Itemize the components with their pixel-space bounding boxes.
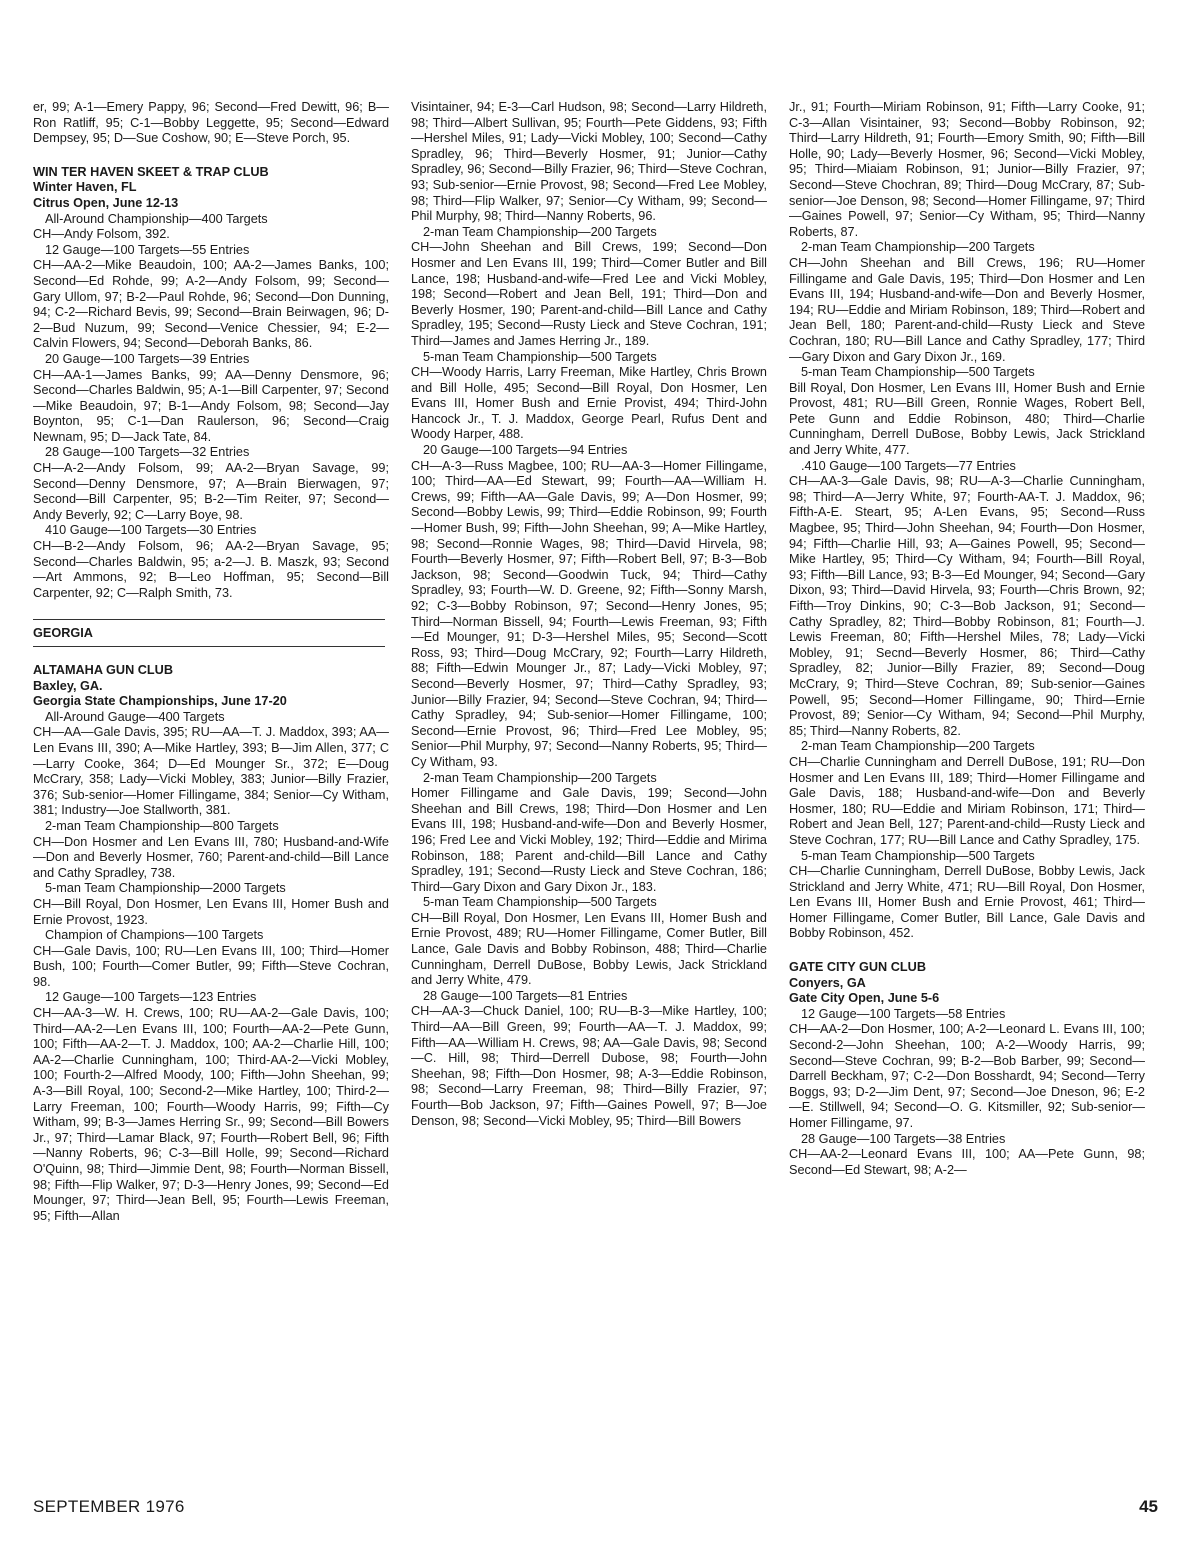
club-name: GATE CITY GUN CLUB bbox=[789, 960, 926, 975]
club-location: Conyers, GA bbox=[789, 975, 866, 990]
paragraph: er, 99; A-1—Emery Pappy, 96; Second—Fred Dewitt, 96; B—Ron Ratliff, 95; C-1—Bobby Leggette, 95; Second—Edward Dempsey, 95; D—Sue Coshow, 90; E—Steve Porch, 95. bbox=[33, 100, 389, 146]
results-paragraph: CH—A-2—Andy Folsom, 99; AA-2—Bryan Savage, 99; Second—Denny Densmore, 97; A—Brain Bierwagen, 97; Second—Bill Carpenter, 95; B-2—Tim Reiter, 97; Second—Andy Beverly, 92; C—Larry Boye, 98. bbox=[33, 461, 389, 522]
club-name: WIN TER HAVEN SKEET & TRAP CLUB bbox=[33, 164, 269, 179]
page-number: 45 bbox=[1139, 1497, 1158, 1516]
results-paragraph: CH—Andy Folsom, 392. bbox=[33, 227, 170, 242]
paragraph: Visintainer, 94; E-3—Carl Hudson, 98; Second—Larry Hildreth, 98; Third—Albert Sullivan, 95; Fourth—Pete Giddens, 93; Fifth—Hershel Miles, 91; Lady—Vicki Mobley, 100; Second—Cathy Spradley, 96; Third—Beverly Hosmer, 91; Junior—Cathy Spradley, 96; Second—Billy Frazier, 96; Third—Steve Cochran, 93; Sub-senior—Ernie Provost, 98; Second—Fred Lee Mobley, 98; Third—Flip Walker, 97; Senior—Cy Witham, 99; Second—Phil Murphy, 98; Third—Nanny Roberts, 96. bbox=[411, 100, 767, 224]
results-paragraph: Bill Royal, Don Hosmer, Len Evans III, Homer Bush and Ernie Provost, 481; RU—Bill Green, Ronnie Wages, Robert Bell, Pete Gunn and Eddie Robinson, 480; Third—Charlie Cunningham, Derrell DuBose, Bobby Lewis, Jack Strickland and Jerry White, 477. bbox=[789, 380, 1145, 458]
event-heading: Champion of Champions—100 Targets bbox=[45, 928, 264, 943]
event-heading: 20 Gauge—100 Targets—94 Entries bbox=[423, 443, 628, 458]
event-title: Citrus Open, June 12-13 bbox=[33, 195, 179, 210]
results-paragraph: CH—Bill Royal, Don Hosmer, Len Evans III, Homer Bush and Ernie Provost, 1923. bbox=[33, 896, 389, 927]
column-2 bbox=[411, 100, 767, 1129]
event-title: Georgia State Championships, June 17-20 bbox=[33, 694, 287, 709]
results-paragraph: CH—Woody Harris, Larry Freeman, Mike Hartley, Chris Brown and Bill Holle, 495; Second—Bill Royal, Don Hosmer, Len Evans III, Homer Bush and Ernie Provist, 494; Third-John Hancock Jr., T. J. Maddox, George Pearl, Rufus Dent and Woody Harper, 488. bbox=[411, 365, 767, 442]
results-paragraph: CH—John Sheehan and Bill Crews, 196; RU—Homer Fillingame and Gale Davis, 195; Third—Don Hosmer and Len Evans III, 194; Husband-and-wife—Don and Beverly Hosmer, 194; RU—Eddie and Miriam Robinson, 189; Third—Robert and Jean Bell, 180; Parent-and-child—Rusty Lieck and Steve Cochran, 180; RU—Bill Lance and Cathy Spradley, 177; Third—Gary Dixon and Gary Dixon Jr., 169. bbox=[789, 255, 1145, 364]
results-paragraph: CH—Charlie Cunningham and Derrell DuBose, 191; RU—Don Hosmer and Len Evans III, 189; Third—Homer Fillingame and Gale Davis, 188; Husband-and-wife—Don and Beverly Hosmer, 180; RU—Eddie and Miriam Robinson, 171; Third—Robert and Jean Bell, 127; Parent-and-child—Rusty Lieck and Steve Cochran, 177; RU—Bill Lance and Cathy Spradley, 175. bbox=[789, 754, 1145, 847]
event-heading: All-Around Championship—400 Targets bbox=[45, 211, 268, 226]
event-heading: All-Around Gauge—400 Targets bbox=[45, 709, 225, 724]
results-paragraph: CH—Gale Davis, 100; RU—Len Evans III, 100; Third—Homer Bush, 100; Fourth—Comer Butler, 99; Fifth—Steve Cochran, 98. bbox=[33, 943, 389, 989]
event-heading: 2-man Team Championship—200 Targets bbox=[423, 224, 657, 239]
issue-date: SEPTEMBER 1976 bbox=[33, 1497, 185, 1516]
results-paragraph: CH—AA-2—Leonard Evans III, 100; AA—Pete Gunn, 98; Second—Ed Stewart, 98; A-2— bbox=[789, 1147, 1145, 1177]
event-heading: 5-man Team Championship—2000 Targets bbox=[45, 881, 286, 896]
event-heading: 12 Gauge—100 Targets—123 Entries bbox=[45, 990, 257, 1005]
event-heading: 28 Gauge—100 Targets—38 Entries bbox=[801, 1131, 1006, 1146]
results-paragraph: CH—AA-2—Don Hosmer, 100; A-2—Leonard L. Evans III, 100; Second-2—John Sheehan, 100; A-2—Woody Harris, 99; Second—Steve Cochran, 99; B-2—Bob Barber, 99; Second—Darrell Beckham, 97; C-2—Don Bosshardt, 94; Second—Terry Boggs, 93; D-2—Jim Dent, 97; Second—Joe Dneson, 96; E-2—E. Stillwell, 94; Second—O. G. Kitsmiller, 92; Sub-senior—Homer Fillingame, 97. bbox=[789, 1022, 1145, 1130]
event-heading: 2-man Team Championship—200 Targets bbox=[801, 240, 1035, 255]
event-heading: 12 Gauge—100 Targets—58 Entries bbox=[801, 1006, 1006, 1021]
results-paragraph: CH—Bill Royal, Don Hosmer, Len Evans III, Homer Bush and Ernie Provost, 489; RU—Homer Fillingame, Comer Butler, Bill Lance, Gale Davis and Bobby Robinson, 488; Third—Charlie Cunningham, Derrell DuBose, Bobby Lewis, Jack Strickland and Jerry White, 479. bbox=[411, 910, 767, 988]
event-title: Gate City Open, June 5-6 bbox=[789, 991, 940, 1006]
event-heading: 5-man Team Championship—500 Targets bbox=[801, 365, 1035, 380]
results-paragraph: CH—AA-3—Chuck Daniel, 100; RU—B-3—Mike Hartley, 100; Third—AA—Bill Green, 99; Fourth—AA—T. J. Maddox, 99; Fifth—AA—William H. Crews, 98; AA—Gale Davis, 98; Second—C. Hill, 98; Third—Derrell Dubose, 98; Fourth—John Sheehan, 98; Fifth—Don Hosmer, 98; A-3—Eddie Robinson, 98; Second—Larry Freeman, 98; Third—Billy Frazier, 97; Fourth—Bob Jackson, 97; Fifth—Gaines Powell, 97; B—Joe Denson, 98; Second—Vicki Mobley, 95; Third—Bill Bowers bbox=[411, 1004, 767, 1128]
event-heading: 5-man Team Championship—500 Targets bbox=[423, 349, 657, 364]
divider bbox=[33, 646, 385, 647]
club-location: Winter Haven, FL bbox=[33, 180, 137, 195]
results-paragraph: CH—AA-3—W. H. Crews, 100; RU—AA-2—Gale Davis, 100; Third—AA-2—Len Evans III, 100; Fourth—AA-2—Pete Gunn, 100; Fifth—AA-2—T. J. Maddox, 100; AA-2—Charlie Hill, 100; AA-2—Charlie Cunningham, 100; Third-AA-2—Vicki Mobley, 100; Fourth-2—Alfred Moody, 100; Fifth—John Sheehan, 99; A-3—Bill Royal, 100; Second-2—Mike Hartley, 100; Third-2—Larry Freeman, 100; Fourth—Woody Harris, 99; Fifth—Cy Witham, 99; B-3—James Herring Sr., 99; Second—Bill Bowers Jr., 97; Third—Lamar Black, 97; Fourth—Robert Bell, 96; Fifth—Nanny Roberts, 96; C-3—Bill Holle, 99; Second—Richard O'Quinn, 98; Third—Jimmie Dent, 98; Fourth—Norman Bissell, 98; Fifth—Flip Walker, 97; D-3—Henry Jones, 99; Second—Ed Mounger, 97; Third—Jean Bell, 95; Fourth—Lewis Freeman, 95; Fifth—Allan bbox=[33, 1006, 389, 1223]
paragraph: Jr., 91; Fourth—Miriam Robinson, 91; Fifth—Larry Cooke, 91; C-3—Allan Visintainer, 93; Second—Bobby Robinson, 92; Third—Larry Hildreth, 91; Fourth—Emory Smith, 90; Fifth—Bill Holle, 90; Lady—Beverly Hosmer, 96; Second—Vicki Mobley, 95; Third—Miaiam Robinson, 91; Junior—Billy Frazier, 97; Second—Steve Chochran, 89; Third—Doug McCrary, 87; Sub-senior—Joe Denson, 98; Second—Homer Fillingame, 97; Third—Gaines Powell, 97; Senior—Cy Witham, 95; Third—Nanny Roberts, 87. bbox=[789, 100, 1145, 239]
event-heading: 2-man Team Championship—200 Targets bbox=[801, 739, 1035, 754]
results-paragraph: CH—Charlie Cunningham, Derrell DuBose, Bobby Lewis, Jack Strickland and Jerry White, 471; RU—Bill Royal, Don Hosmer, Len Evans III, Homer Bush and Ernie Provost, 461; Third—Homer Fillingame, Comer Butler, Bill Lance, Gale Davis and Bobby Robinson, 452. bbox=[789, 864, 1145, 941]
event-heading: 5-man Team Championship—500 Targets bbox=[801, 848, 1035, 863]
event-heading: 28 Gauge—100 Targets—32 Entries bbox=[45, 445, 250, 460]
event-heading: 20 Gauge—100 Targets—39 Entries bbox=[45, 351, 250, 366]
column-3 bbox=[789, 100, 1145, 1178]
event-heading: 2-man Team Championship—800 Targets bbox=[45, 818, 279, 833]
results-paragraph: Homer Fillingame and Gale Davis, 199; Second—John Sheehan and Bill Crews, 198; Third—Don Hosmer and Len Evans III, 198; Husband-and-wife—Don and Beverly Hosmer, 196; Fred Lee and Vicki Mobley, 192; Third—Eddie and Mirima Robinson, 188; Parent and-child—Bill Lance and Cathy Spradley, 191; Second—Rusty Lieck and Steve Cochran, 186; Third—Gary Dixon and Gary Dixon Jr., 183. bbox=[411, 786, 767, 894]
results-paragraph: CH—AA-1—James Banks, 99; AA—Denny Densmore, 96; Second—Charles Baldwin, 95; A-1—Bill Carpenter, 97; Second—Mike Beaudoin, 97; B-1—Andy Folsom, 98; Second—Jay Boynton, 95; C-1—Dan Raulerson, 96; Second—Craig Newnam, 95; D—Jack Tate, 84. bbox=[33, 367, 389, 444]
results-paragraph: CH—B-2—Andy Folsom, 96; AA-2—Bryan Savage, 95; Second—Charles Baldwin, 95; a-2—J. B. Maszk, 93; Second—Art Ammons, 92; B—Leo Hoffman, 95; Second—Bill Carpenter, 92; C—Ralph Smith, 73. bbox=[33, 539, 389, 600]
event-heading: 2-man Team Championship—200 Targets bbox=[423, 770, 657, 785]
results-paragraph: CH—AA-2—Mike Beaudoin, 100; AA-2—James Banks, 100; Second—Ed Rohde, 99; A-2—Andy Folsom, 99; Second—Gary Ullom, 97; B-2—Paul Rohde, 96; Second—Don Dunning, 94; C-2—Richard Bevis, 99; Second—Brain Beirwagen, 96; D-2—Bud Nuzum, 99; Second—Venice Chessier, 94; E-2—Calvin Flowers, 94; Second—Deborah Banks, 86. bbox=[33, 258, 389, 351]
event-heading: 410 Gauge—100 Targets—30 Entries bbox=[45, 523, 257, 538]
event-heading: 5-man Team Championship—500 Targets bbox=[423, 895, 657, 910]
results-paragraph: CH—AA—Gale Davis, 395; RU—AA—T. J. Maddox, 393; AA—Len Evans III, 390; A—Mike Hartley, 393; B—Jim Allen, 377; C—Larry Cooke, 364; D—Ed Mounger Sr., 372; E—Doug McCrary, 358; Lady—Vicki Mobley, 383; Junior—Billy Frazier, 376; Sub-senior—Homer Fillingame, 384; Senior—Cy Witham, 381; Industry—Joe Stallworth, 381. bbox=[33, 725, 389, 818]
state-heading: GEORGIA bbox=[33, 626, 93, 641]
event-heading: 28 Gauge—100 Targets—81 Entries bbox=[423, 988, 628, 1003]
divider bbox=[33, 619, 385, 620]
results-paragraph: CH—Don Hosmer and Len Evans III, 780; Husband-and-Wife—Don and Beverly Hosmer, 760; Parent-and-child—Bill Lance and Cathy Spradley, 738. bbox=[33, 834, 389, 880]
event-heading: 12 Gauge—100 Targets—55 Entries bbox=[45, 242, 250, 257]
event-heading: .410 Gauge—100 Targets—77 Entries bbox=[801, 458, 1016, 473]
results-paragraph: CH—A-3—Russ Magbee, 100; RU—AA-3—Homer Fillingame, 100; Third—AA—Ed Stewart, 99; Fourth—AA—William H. Crews, 99; Fifth—AA—Gale Davis, 99; A—Don Hosmer, 99; Second—Bobby Lewis, 99; Third—Eddie Robinson, 99; Fourth—Homer Bush, 99; Fifth—John Sheehan, 99; A—Mike Hartley, 98; Second—Ronnie Wages, 98; Third—David Hirvela, 98; Fourth—Beverly Hosmer, 97; Fifth—Robert Bell, 97; B-3—Bob Jackson, 98; Second—Goodwin Tuck, 94; Third—Cathy Spradley, 93; Fourth—W. D. Greene, 92; Fifth—Sonny Marsh, 92; C-3—Bobby Robinson, 97; Second—Henry Jones, 95; Third—Norman Bissell, 94; Fourth—Lewis Freeman, 93; Fifth—Ed Mounger, 91; D-3—Hershel Miles, 95; Second—Scott Ross, 93; Third—Doug McCrary, 92; Fourth—Larry Hildreth, 88; Fifth—Edwin Mounger Jr., 87; Lady—Vicki Mobley, 97; Second—Beverly Hosmer, 97; Third—Cathy Spradley, 93; Junior—Billy Frazier, 94; Second—Steve Cochran, 94; Third—Cathy Spradley, 94; Sub-senior—Homer Fillingame, 100; Second—Ernie Provost, 96; Third—Fred Lee Mobley, 95; Senior—Phil Murphy, 97; Second—Nanny Roberts, 95; Third—Cy Witham, 93. bbox=[411, 458, 767, 769]
column-1 bbox=[33, 100, 389, 1224]
club-name: ALTAMAHA GUN CLUB bbox=[33, 663, 174, 677]
results-paragraph: CH—John Sheehan and Bill Crews, 199; Second—Don Hosmer and Len Evans III, 199; Third—Comer Butler and Bill Lance, 198; Husband-and-wife—Fred Lee and Vicki Mobley, 198; Second—Robert and Jean Bell, 191; Third—Don and Beverly Hosmer, 190; Parent-and-child—Bill Lance and Cathy Spradley, 195; Second—Rusty Lieck and Steve Cochran, 191; Third—James and James Herring Jr., 189. bbox=[411, 240, 767, 348]
club-location: Baxley, GA. bbox=[33, 678, 103, 693]
state-section bbox=[33, 619, 389, 647]
results-paragraph: CH—AA-3—Gale Davis, 98; RU—A-3—Charlie Cunningham, 98; Third—A—Jerry White, 97; Fourth-AA-T. J. Maddox, 96; Fifth-A-E. Steart, 95; A-Len Evans, 95; Second—Russ Magbee, 95; Third—John Sheehan, 94; Fourth—Don Hosmer, 94; Fifth—Charlie Hill, 93; A—Gaines Powell, 95; Second—Mike Hartley, 95; Third—Cy Witham, 94; Fourth—Bill Royal, 93; Fifth—Bill Lance, 93; B-3—Ed Mounger, 94; Second—Gary Dixon, 93; Third—David Hirvela, 93; Fourth—Chris Brown, 92; Fifth—Troy Dinkins, 90; C-3—Bob Jackson, 91; Second—Cathy Spradley, 82; Third—Bobby Robinson, 81; Fourth—J. Lewis Freeman, 80; Fifth—Hershel Miles, 78; Lady—Vicki Mobley, 91; Secnd—Beverly Hosmer, 86; Third—Cathy Spradley, 82; Junior—Billy Frazier, 89; Second—Doug McCrary, 9; Third—Steve Cochran, 89; Sub-senior—Gaines Powell, 95; Second—Homer Fillingame, 90; Third—Ernie Provost, 89; Senior—Cy Witham, 94; Second—Phil Murphy, 85; Third—Nanny Roberts, 82. bbox=[789, 474, 1145, 738]
